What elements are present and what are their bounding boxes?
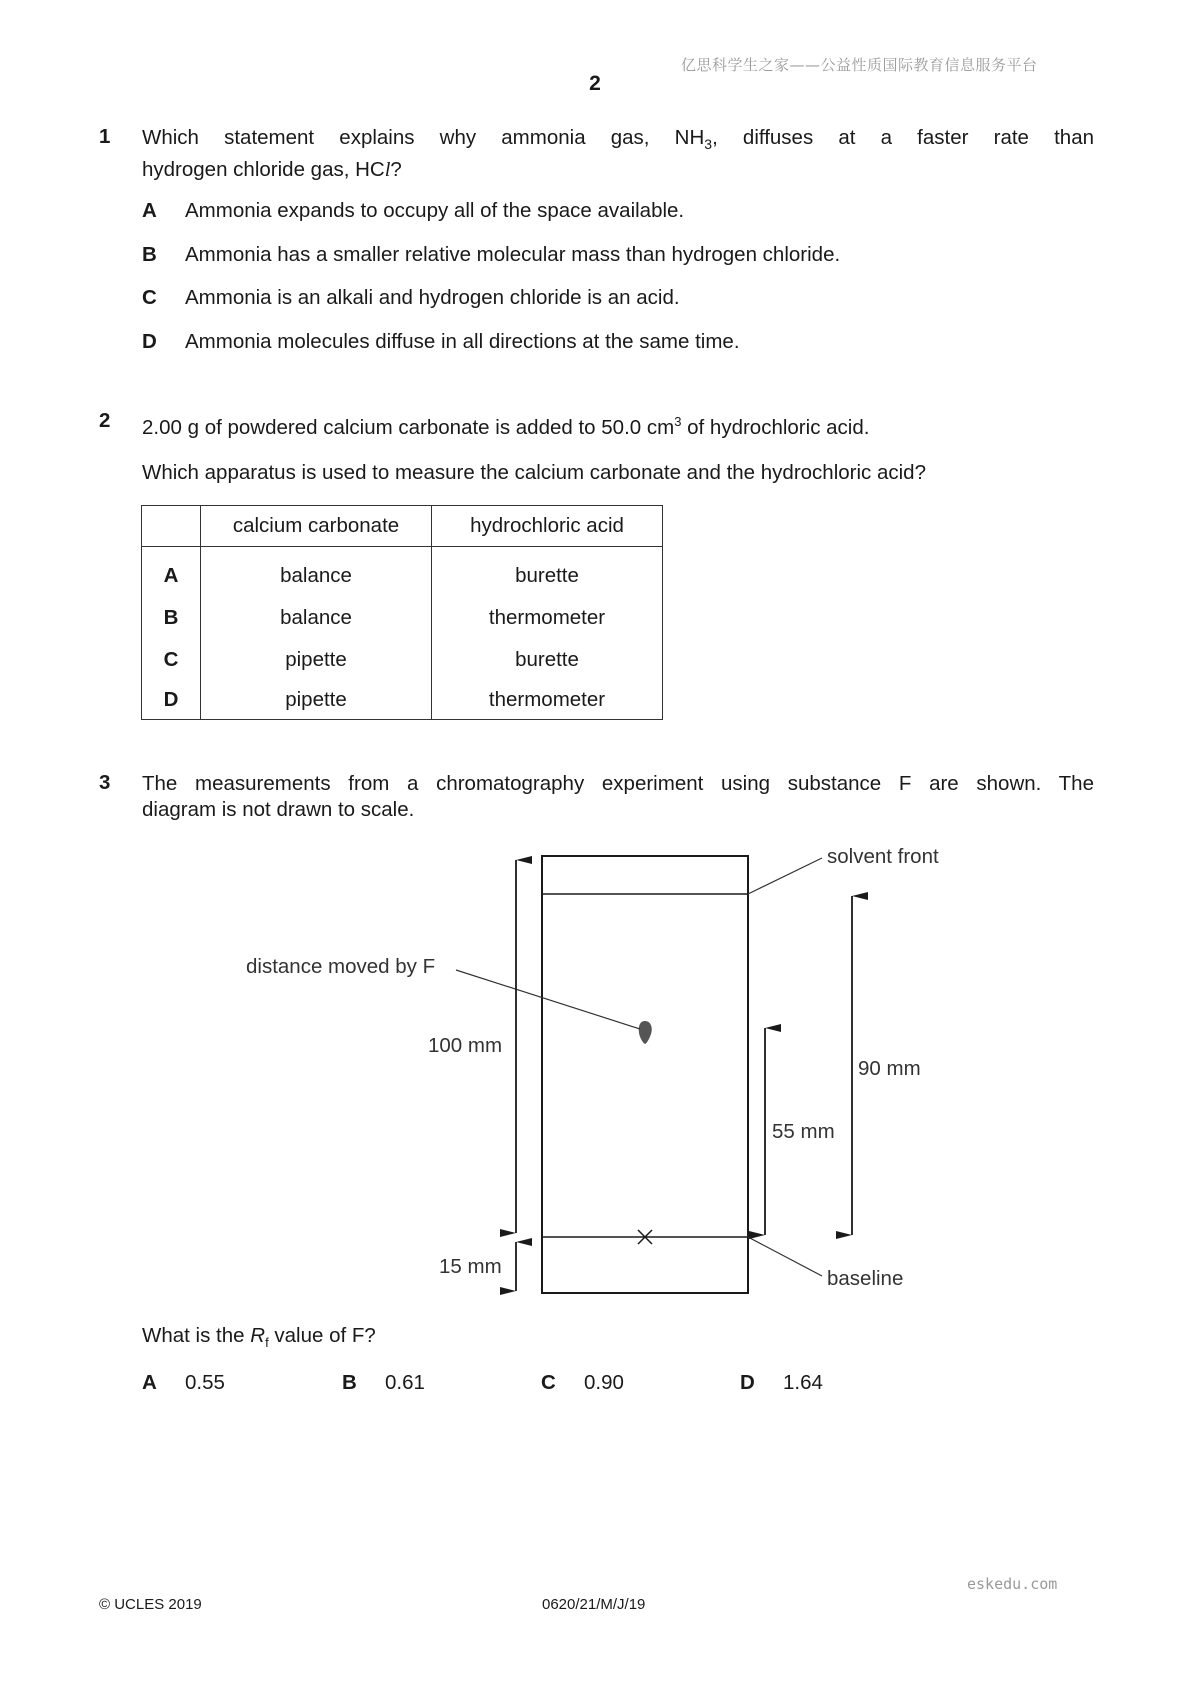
table-header-blank (142, 506, 201, 547)
q3-answer-d-letter: D (740, 1371, 755, 1394)
table-cell: pipette (201, 639, 432, 681)
distance-leader-line (456, 970, 640, 1029)
q1-option-a-text: Ammonia expands to occupy all of the space available. (185, 199, 685, 222)
table-cell-letter: A (142, 547, 201, 598)
q1-number: 1 (99, 125, 111, 148)
table-header-calcium-carbonate: calcium carbonate (201, 506, 432, 547)
q3-answer-a-letter: A (142, 1371, 157, 1394)
q3-number: 3 (99, 771, 111, 794)
q2-number: 2 (99, 409, 111, 432)
q3-answer-b-value: 0.61 (385, 1371, 425, 1394)
table-row (142, 597, 663, 639)
label-solvent-front: solvent front (827, 845, 939, 868)
q1-option-d-letter: D (142, 330, 157, 353)
q3-question: What is the $R_f$ value of F? (142, 1324, 376, 1351)
q1-option-b-text: Ammonia has a smaller relative molecular mass than hydrogen chloride. (185, 243, 841, 266)
table-cell-letter: B (142, 597, 201, 639)
q3-line1: The measurements from a chromatography experiment using substance F are shown. The (142, 772, 1094, 795)
table-row (142, 547, 663, 598)
table-row (142, 681, 663, 720)
q3-answer-c-value: 0.90 (584, 1371, 624, 1394)
apparatus-table (141, 505, 663, 720)
baseline-leader-line (748, 1237, 822, 1276)
q2-text: 2.00 g of powdered calcium carbonate is added to 50.0 $cm^3$ of hydrochloric acid. (142, 414, 870, 439)
q1-text (142, 125, 1094, 183)
label-15mm: 15 mm (439, 1255, 502, 1278)
footer-code: 0620/21/M/J/19 (542, 1596, 646, 1613)
table-cell: balance (201, 547, 432, 598)
q1-option-c-text: Ammonia is an alkali and hydrogen chloride is an acid. (185, 286, 680, 309)
solvent-front-leader-line (748, 858, 822, 894)
watermark-bottom: eskedu.com (967, 1575, 1058, 1593)
table-cell-letter: D (142, 681, 201, 720)
q1-option-a-letter: A (142, 199, 157, 222)
q1-line2: hydrogen chloride gas, HCl? (142, 158, 402, 182)
label-100mm: 100 mm (428, 1034, 503, 1057)
footer-copyright: © UCLES 2019 (99, 1596, 202, 1613)
table-cell: burette (432, 639, 663, 681)
q3-answer-b-letter: B (342, 1371, 357, 1394)
table-row (142, 639, 663, 681)
q1-option-d-text: Ammonia molecules diffuse in all directions at the same time. (185, 330, 740, 353)
watermark-top: 亿思科学生之家——公益性质国际教育信息服务平台 (681, 56, 1038, 74)
q3-answer-c-letter: C (541, 1371, 556, 1394)
table-cell: thermometer (432, 597, 663, 639)
origin-cross (638, 1230, 652, 1244)
table-cell-letter: C (142, 639, 201, 681)
q3-line2: diagram is not drawn to scale. (142, 798, 415, 821)
table-cell: pipette (201, 681, 432, 720)
label-90mm: 90 mm (858, 1057, 921, 1080)
label-55mm: 55 mm (772, 1120, 835, 1143)
label-baseline: baseline (827, 1267, 904, 1290)
q3-answer-a-value: 0.55 (185, 1371, 225, 1394)
paper-rectangle (542, 856, 748, 1293)
q1-line1: Which statement explains why ammonia gas, $NH_3$, diffuses at a faster rate than (142, 126, 1094, 153)
q3-text (142, 771, 1094, 823)
label-distance-moved: distance moved by F (246, 955, 436, 978)
q1-option-b-letter: B (142, 243, 157, 266)
q2-question: Which apparatus is used to measure the calcium carbonate and the hydrochloric acid? (142, 461, 926, 484)
q1-option-c-letter: C (142, 286, 157, 309)
table-cell: burette (432, 547, 663, 598)
table-cell: thermometer (432, 681, 663, 720)
spot-f (639, 1021, 652, 1044)
table-header-hydrochloric-acid: hydrochloric acid (432, 506, 663, 547)
table-cell: balance (201, 597, 432, 639)
q3-answer-d-value: 1.64 (783, 1371, 823, 1394)
page-number: 2 (589, 72, 601, 95)
